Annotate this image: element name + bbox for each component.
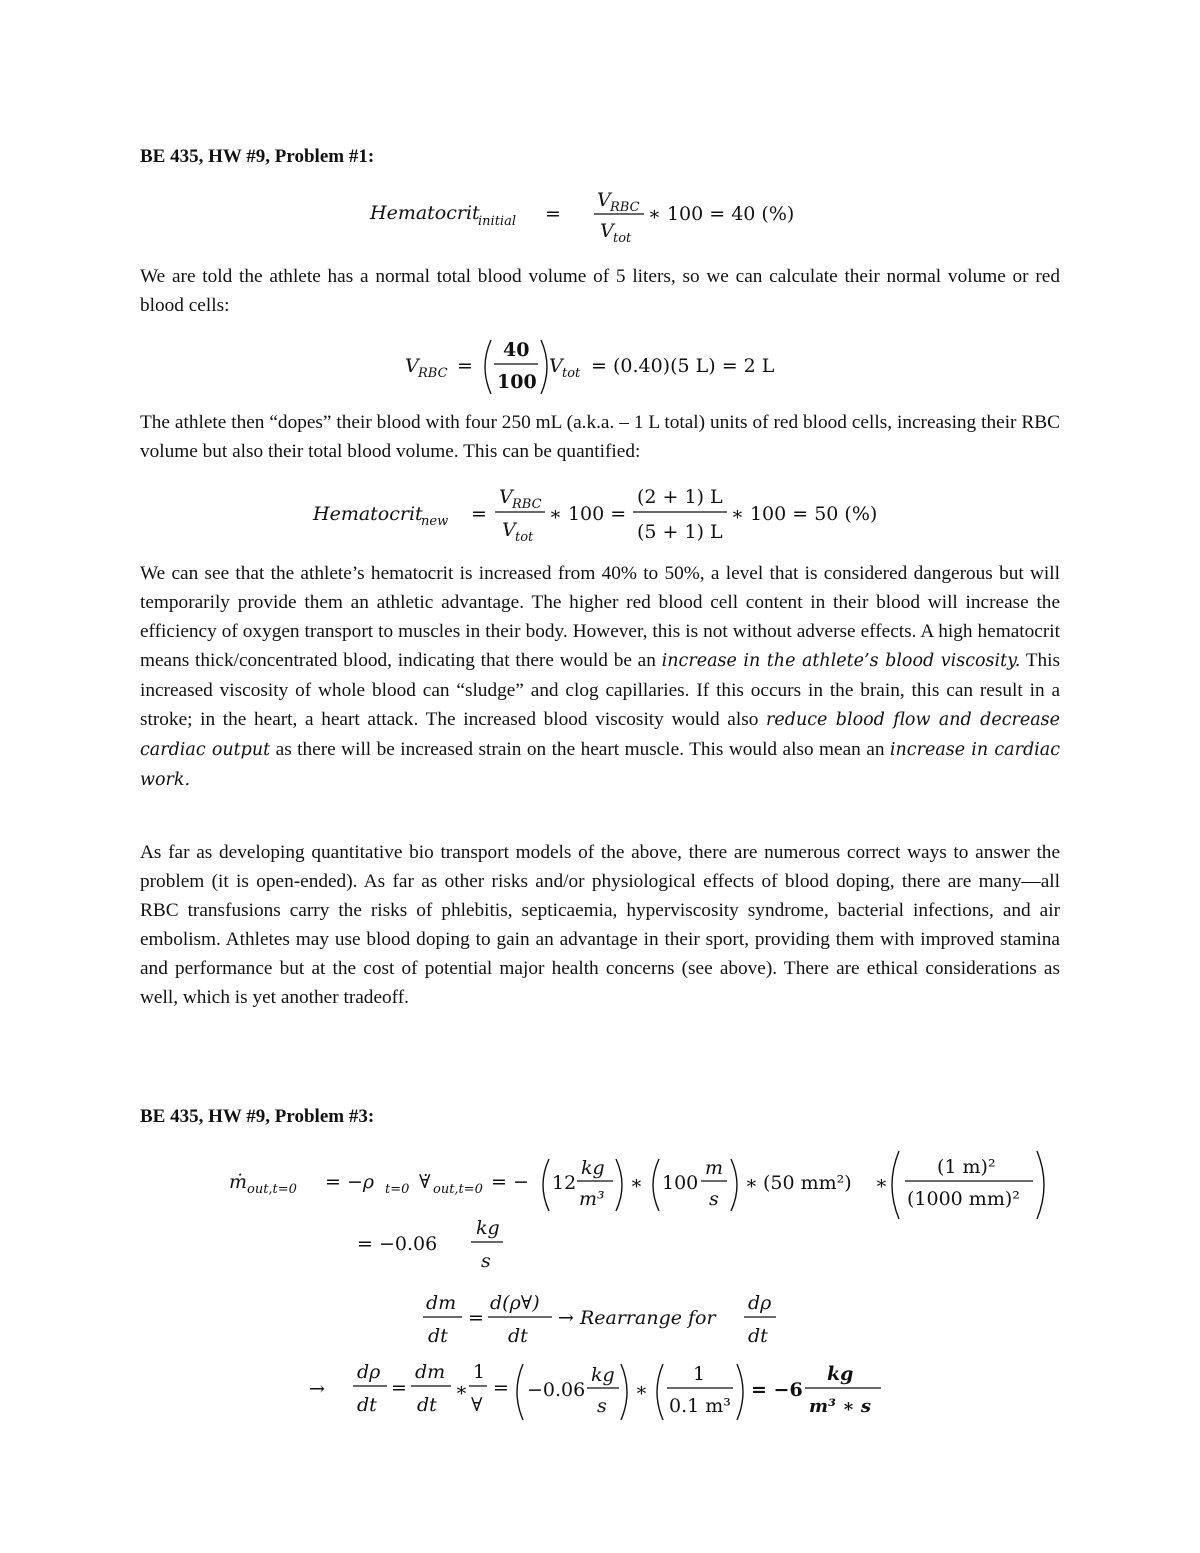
eq6-d3: dt xyxy=(748,1325,768,1347)
eq4-f1-den: m³ xyxy=(579,1188,605,1210)
svg-text:=: = xyxy=(457,355,473,377)
eq4-f1-num: kg xyxy=(581,1157,605,1179)
eq4-vol: ∀̇ xyxy=(419,1171,431,1193)
eq6-d1: dt xyxy=(428,1325,448,1347)
eq7-rd: m³ ∗ s xyxy=(809,1396,872,1417)
eq7-od: 0.1 m³ xyxy=(669,1395,731,1417)
eq4-f4-den: (1000 mm)² xyxy=(907,1188,1020,1210)
eq4-f2-coef: 100 xyxy=(662,1172,699,1194)
eq3-lhs-sub: new xyxy=(421,514,449,529)
svg-text:=: = xyxy=(468,1307,484,1329)
eq4-f2-num: m xyxy=(705,1157,724,1179)
eq4-rho-sub: t=0 xyxy=(385,1182,410,1197)
equation-drho-dt xyxy=(305,1350,895,1428)
svg-text:=: = xyxy=(545,203,561,225)
emphasis-viscosity: increase in the athlete’s blood viscosity. xyxy=(661,651,1021,671)
eq7-coef: −0.06 xyxy=(527,1379,586,1401)
eq1-lhs: Hematocrit xyxy=(370,202,480,224)
paragraph-3 xyxy=(140,559,1060,795)
equation-dm-dt xyxy=(420,1283,790,1349)
eq5-den: s xyxy=(481,1250,491,1272)
eq3-den2: (5 + 1) L xyxy=(637,521,723,543)
eq6-d2: dt xyxy=(508,1325,528,1347)
eq3-mid: ∗ 100 = xyxy=(549,503,627,525)
eq4-f2-den: s xyxy=(709,1188,719,1210)
eq3-num1-sub: RBC xyxy=(512,497,542,512)
eq7-kn: kg xyxy=(591,1364,615,1386)
eq7-d1: dt xyxy=(357,1394,377,1416)
eq7-eq-1: = xyxy=(391,1377,407,1399)
eq2-lhs: V xyxy=(405,355,419,377)
eq7-arrow: → xyxy=(309,1378,325,1400)
eq2-num: 40 xyxy=(503,339,530,361)
problem-1-heading: BE 435, HW #9, Problem #1: xyxy=(140,146,375,167)
eq4-vol-sub: out,t=0 xyxy=(433,1182,483,1197)
eq2-mid: V xyxy=(549,355,563,377)
eq7-d3: ∀ xyxy=(471,1394,483,1416)
eq5-num: kg xyxy=(476,1217,500,1239)
eq2-rhs: = (0.40)(5 L) = 2 L xyxy=(591,355,775,377)
equation-hematocrit-new xyxy=(305,478,905,548)
eq2-den: 100 xyxy=(497,371,537,393)
paragraph-4: As far as developing quantitative bio transport models of the above, there are numerous correct ways to answer the problem (it is open-ended). As far as other risks and/or physiological effects of blood doping, there are many—all RBC transfusions carry the risks of phlebitis, septicaemia, hyperviscosity syndrome, bacterial infections, and air embolism. Athletes may use blood doping to gain an advantage in their sport, providing them with improved stamina and performance but at the cost of potential major health concerns (see above). There are ethical considerations as well, which is yet another tradeoff. xyxy=(140,842,1060,1008)
eq3-rhs: ∗ 100 = 50 (%) xyxy=(731,503,878,525)
eq3-den1-sub: tot xyxy=(515,530,534,545)
paragraph-3-text-3: as there will be increased strain on the heart muscle. This would also mean an xyxy=(270,739,890,760)
eq7-n3: 1 xyxy=(473,1361,486,1383)
eq6-n3: dρ xyxy=(748,1292,772,1314)
eq7-star-1: ∗ xyxy=(455,1379,468,1401)
paragraph-1: We are told the athlete has a normal total blood volume of 5 liters, so we can calculate their normal volume or red blood cells: xyxy=(140,266,1060,316)
eq7-res: = −6 xyxy=(751,1379,803,1401)
eq4-lhs: ṁ xyxy=(229,1171,248,1193)
eq7-star-2: ∗ xyxy=(635,1379,648,1401)
eq1-lhs-sub: initial xyxy=(478,214,516,229)
eq1-num-sub: RBC xyxy=(610,200,640,215)
eq1-rhs: ∗ 100 = 40 (%) xyxy=(648,203,795,225)
equation-mass-flow-result xyxy=(355,1210,555,1276)
eq1-den-sub: tot xyxy=(613,231,632,246)
emphasis-cardiac-work: increase in cardiac work. xyxy=(140,740,1060,790)
paragraph-2: The athlete then “dopes” their blood with four 250 mL (a.k.a. – 1 L total) units of red blood cells, increasing their RBC volume but also their total blood volume. This can be quantified: xyxy=(140,412,1060,462)
eq4-f4-num: (1 m)² xyxy=(937,1156,996,1178)
emphasis-blood-flow: reduce blood flow and decrease cardiac output xyxy=(140,710,1061,760)
eq7-rn: kg xyxy=(827,1363,854,1385)
eq4-eq1: = −ρ xyxy=(325,1171,375,1193)
eq3-num1: V xyxy=(499,486,513,508)
svg-text:=: = xyxy=(471,503,487,525)
paragraph-3-text-2: This increased viscosity of whole blood can “sludge” and clog capillaries. If this occurs in the brain, this can result in a stroke; in the heart, a heart attack. The increased blood viscosity would also xyxy=(140,650,1060,730)
eq7-eq-2: = xyxy=(493,1377,509,1399)
eq4-f3: (50 mm²) xyxy=(763,1172,852,1194)
eq4-star-1: ∗ xyxy=(630,1172,643,1194)
equation-vrbc xyxy=(395,330,815,400)
eq4-eq2: = − xyxy=(491,1171,529,1193)
equation-hematocrit-initial xyxy=(360,182,840,248)
eq5-eq: = −0.06 xyxy=(357,1233,438,1255)
eq7-n2: dm xyxy=(415,1361,446,1383)
eq6-text: → Rearrange for xyxy=(558,1307,716,1329)
eq3-den1: V xyxy=(502,519,516,541)
eq4-star-2: ∗ xyxy=(745,1172,758,1194)
eq4-f1-coef: 12 xyxy=(552,1172,577,1194)
eq7-kd: s xyxy=(597,1395,607,1417)
eq3-lhs: Hematocrit xyxy=(313,503,423,525)
eq1-den: V xyxy=(600,220,614,242)
paragraph-3-text-1: We can see that the athlete’s hematocrit is increased from 40% to 50%, a level that is considered dangerous but will temporarily provide them an athletic advantage. The higher red blood cell content in their blood will increase the efficiency of oxygen transport to muscles in their body. However, this is not without adverse effects. A high hematocrit means thick/concentrated blood, indicating that there would be an xyxy=(140,563,1060,671)
eq6-n1: dm xyxy=(426,1292,457,1314)
eq4-lhs-sub: out,t=0 xyxy=(247,1182,297,1197)
eq2-lhs-sub: RBC xyxy=(418,366,448,381)
eq3-num2: (2 + 1) L xyxy=(637,486,723,508)
eq7-n1: dρ xyxy=(357,1361,381,1383)
problem-3-heading: BE 435, HW #9, Problem #3: xyxy=(140,1106,375,1127)
eq7-d2: dt xyxy=(417,1394,437,1416)
eq2-mid-sub: tot xyxy=(562,366,581,381)
eq6-n2: d(ρ∀) xyxy=(490,1292,540,1314)
eq7-on: 1 xyxy=(693,1363,706,1385)
eq4-star-3: ∗ xyxy=(875,1172,888,1194)
eq1-num: V xyxy=(597,189,611,211)
equation-mass-flow xyxy=(225,1143,1055,1221)
